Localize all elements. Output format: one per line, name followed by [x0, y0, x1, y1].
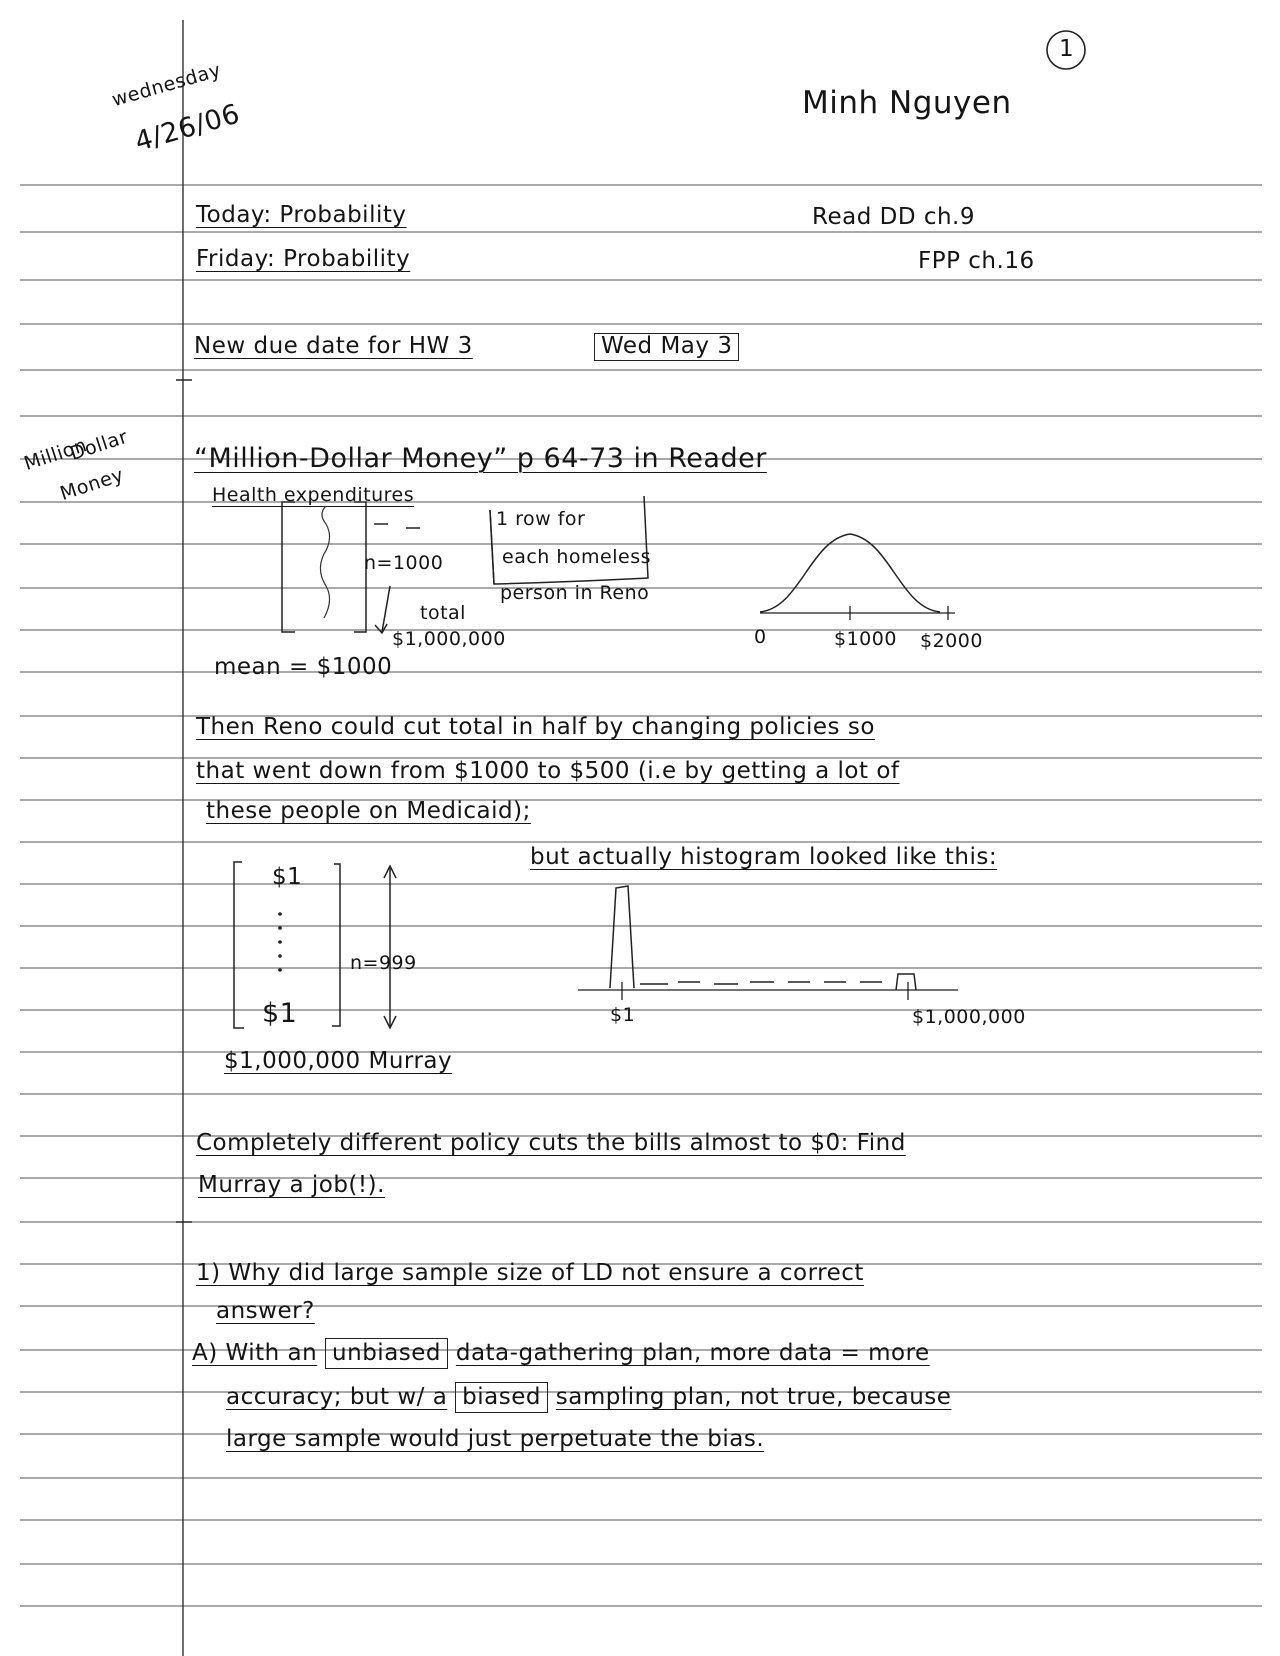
weekday: wednesday — [109, 59, 224, 112]
data-column-sketch-2 — [230, 856, 420, 1036]
reading-title: “Million-Dollar Money” p 64-73 in Reader — [194, 443, 767, 474]
paragraph-line: Then Reno could cut total in half by changing policies so — [196, 714, 875, 740]
histogram-caption: but actually histogram looked like this: — [530, 844, 998, 870]
histogram-right-label: $1,000,000 — [912, 1006, 1026, 1028]
skewed-histogram-sketch — [578, 876, 978, 1006]
question-line: 1) Why did large sample size of LD not ensure a correct — [196, 1260, 864, 1286]
note-box-line: each homeless — [502, 546, 651, 568]
histogram-left-label: $1 — [610, 1004, 636, 1026]
answer-prefix: A) With an — [192, 1340, 318, 1366]
sample-size-label: n=1000 — [364, 552, 444, 574]
answer-keyword-biased: biased — [455, 1382, 548, 1413]
paragraph-line: Completely different policy cuts the bills almost to $0: Find — [196, 1130, 906, 1156]
column-bottom-value: $1 — [262, 998, 298, 1029]
section-subtitle: Health expenditures — [212, 484, 415, 506]
margin-note-line: Money — [57, 463, 127, 506]
margin-note-line: Million — [21, 434, 90, 476]
margin-note-line: Dollar — [67, 425, 131, 466]
page-number: 1 — [1059, 36, 1075, 62]
answer-line: large sample would just perpetuate the bias. — [226, 1426, 765, 1452]
paragraph-line: that went down from $1000 to $500 (i.e by getting a lot of — [196, 758, 900, 784]
total-label: total — [420, 602, 466, 624]
curve-tick-label: $1000 — [834, 628, 897, 650]
due-date-box: Wed May 3 — [594, 333, 739, 361]
answer-line — [226, 1386, 951, 1409]
reading-assignment: FPP ch.16 — [918, 248, 1035, 274]
answer-text: data-gathering plan, more data = more — [455, 1340, 930, 1366]
reading-assignment: Read DD ch.9 — [812, 204, 976, 230]
due-date-note: New due date for HW 3 — [194, 333, 473, 359]
note-box-line: person in Reno — [500, 582, 650, 604]
question-line: answer? — [216, 1298, 315, 1324]
bell-curve-sketch — [740, 520, 1000, 630]
answer-keyword-unbiased: unbiased — [325, 1338, 448, 1369]
date: 4/26/06 — [131, 98, 244, 158]
murray-value: $1,000,000 Murray — [224, 1048, 453, 1074]
paragraph-line: Murray a job(!). — [198, 1172, 385, 1198]
total-value: $1,000,000 — [392, 628, 506, 650]
paragraph-line: these people on Medicaid); — [206, 798, 531, 824]
curve-tick-label: $2000 — [920, 630, 983, 652]
answer-line — [192, 1342, 930, 1365]
author-name: Minh Nguyen — [802, 85, 1012, 121]
answer-text: sampling plan, not true, because — [555, 1384, 952, 1410]
today-line: Today: Probability — [196, 202, 407, 228]
mean-label: mean = $1000 — [214, 654, 393, 680]
friday-line: Friday: Probability — [196, 246, 411, 272]
column-top-value: $1 — [272, 864, 303, 890]
sample-size-label-2: n=999 — [350, 952, 417, 974]
answer-text: accuracy; but w/ a — [226, 1384, 448, 1410]
curve-tick-label: 0 — [754, 626, 767, 648]
note-box-line: 1 row for — [496, 508, 586, 530]
